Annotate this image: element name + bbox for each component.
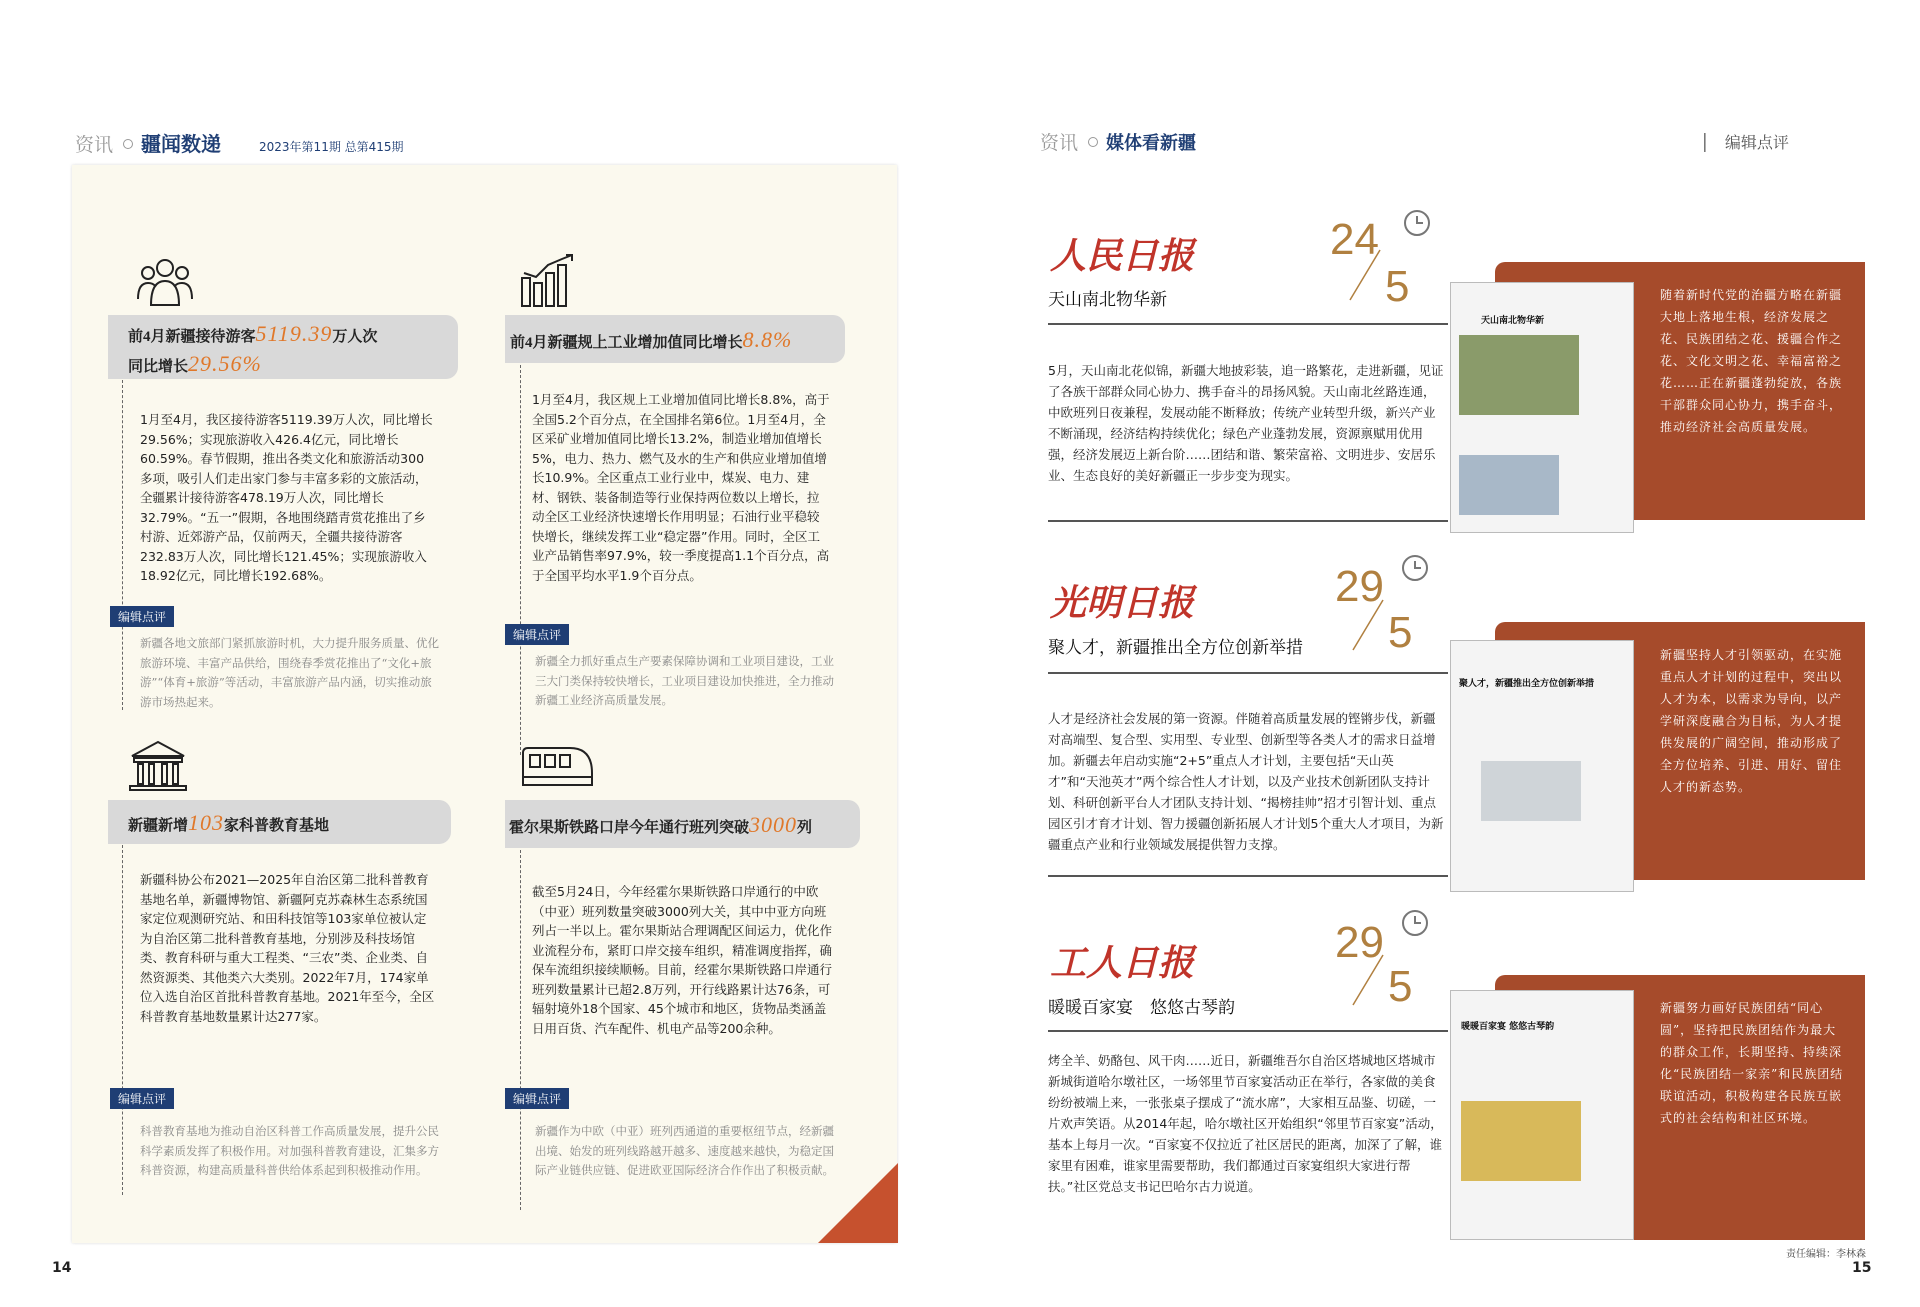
headline-number: 5119.39	[255, 321, 333, 346]
comment-tag: 编辑点评	[505, 624, 569, 645]
date-slash	[1348, 595, 1388, 655]
comment-tag: 编辑点评	[110, 606, 174, 627]
article-body: 1月至4月，我区接待游客5119.39万人次，同比增长29.56%；实现旅游收入426.4亿元，同比增长60.59%。春节假期，推出各类文化和旅游活动300多项，吸引人们走出家门参与丰富多彩的文旅活动，全疆累计接待游客478.19万人次，同比增长32.79%。“五一”假期，各地围绕踏青赏花推出了乡村游、近郊游产品，仅前两天，全疆共接待游客232.83万人次，同比增长121.45%；实现旅游收入18.92亿元，同比增长192.68%。	[140, 412, 433, 583]
clipping-photo	[1461, 1101, 1581, 1181]
comment-tag: 编辑点评	[505, 1088, 569, 1109]
media-body: 人才是经济社会发展的第一资源。伴随着高质量发展的铿锵步伐，新疆对高端型、复合型、实用型、专业型、创新型等各类人才的需求日益增加。新疆去年启动实施“2+5”重点人才计划，主要包括“天山英才”和“天池英才”两个综合性人才计划，以及产业技术创新团队支持计划、科研创新平台人才团队支持计划、“揭榜挂帅”招才引智计划、重点园区引才育才计划、智力援疆创新拓展人才计划5个重大人才项目，为新疆重点产业和行业领域发展提供智力支撑。	[1048, 711, 1444, 852]
date-slash	[1345, 245, 1385, 305]
article-body: 截至5月24日，今年经霍尔果斯铁路口岸通行的中欧（中亚）班列数量突破3000列大关，其中中亚方向班列占一半以上。霍尔果斯站合理调配区间运力，优化作业流程分布，紧盯口岸交接车组织，精准调度指挥，确保车流组织接续顺畅。目前，经霍尔果斯铁路口岸通行班列数量累计已超2.8万列，开行线路累计达76条，可辐射境外18个国家、45个城市和地区，货物品类涵盖日用百货、汽车配件、机电产品等200余种。	[532, 884, 833, 1036]
date-month: 5	[1388, 962, 1413, 1011]
media-headline: 天山南北物华新	[1048, 290, 1167, 310]
media-body: 烤全羊、奶酪包、风干肉……近日，新疆维吾尔自治区塔城地区塔城市新城街道哈尔墩社区，一场邻里节百家宴活动正在举行，各家做的美食纷纷被端上来，一张张桌子摆成了“流水席”，大家相互品鉴、切磋，一片欢声笑语。从2014年起，哈尔墩社区开始组织“邻里节百家宴”活动，基本上每月一次。“百家宴不仅拉近了社区居民的距离，加深了了解，谁家里有困难，谁家里需要帮助，我们都通过百家宴组织大家进行帮扶。”社区党总支书记巴哈尔古力说道。	[1048, 1053, 1443, 1194]
dashed-guide	[122, 380, 123, 710]
divider	[1048, 520, 1448, 522]
divider	[1048, 875, 1448, 877]
headline-number: 29.56%	[188, 351, 262, 376]
left-page-header	[75, 128, 404, 157]
editor-comment: 新疆各地文旅部门紧抓旅游时机，大力提升服务质量、优化旅游环境、丰富产品供给，围绕春季赏花推出了“文化+旅游”“体育+旅游”等活动，丰富旅游产品内涵，切实推动旅游市场热起来。	[140, 636, 439, 709]
newspaper-clipping: 聚人才，新疆推出全方位创新举措	[1450, 640, 1634, 892]
comment-tag: 编辑点评	[110, 1088, 174, 1109]
editor-comment-header: │ 编辑点评	[1700, 133, 1789, 152]
headline-bar: 霍尔果斯铁路口岸今年通行班列突破3000列	[505, 800, 860, 848]
date-day: 24	[1330, 215, 1379, 264]
train-icon	[520, 745, 595, 790]
date-day: 29	[1335, 918, 1384, 967]
clipping-photo	[1481, 761, 1581, 821]
people-icon	[135, 255, 195, 310]
headline-bar: 新疆新增103家科普教育基地	[108, 800, 451, 844]
dashed-guide	[520, 850, 521, 1210]
headline-bar: 前4月新疆规上工业增加值同比增长8.8%	[505, 315, 845, 363]
date-slash	[1348, 950, 1388, 1010]
clock-icon	[1400, 908, 1430, 938]
page-number-left: 14	[52, 1260, 72, 1276]
editor-comment: 新疆作为中欧（中亚）班列西通道的重要枢纽节点，经新疆出境、始发的班列线路越开越多、速度越来越快，为稳定国际产业链供应链、促进欧亚国际经济合作作出了积极贡献。	[535, 1124, 834, 1177]
dashed-guide	[122, 845, 123, 1195]
clipping-photo	[1459, 335, 1579, 415]
header-section: 疆闻数递	[141, 132, 222, 156]
issue-label: 2023年第11期 总第415期	[259, 140, 404, 154]
museum-icon	[128, 740, 188, 792]
headline-number: 8.8%	[742, 327, 793, 352]
newspaper-clipping: 暖暖百家宴 悠悠古琴韵	[1450, 990, 1634, 1240]
newspaper-logo: 人民日报	[1050, 235, 1195, 277]
newspaper-logo: 工人日报	[1050, 942, 1195, 984]
date-month: 5	[1388, 608, 1413, 657]
media-body: 5月，天山南北花似锦，新疆大地披彩装，追一路繁花，走进新疆，见证了各族干部群众同心协力、携手奋斗的昂扬风貌。天山南北丝路连通，中欧班列日夜兼程，发展动能不断释放；传统产业转型升级，新兴产业不断涌现，经济结构持续优化；绿色产业蓬勃发展，资源禀赋用优用强，经济发展迈上新台阶……团结和谐、繁荣富裕、文明进步、安居乐业、生态良好的美好新疆正一步步变为现实。	[1048, 363, 1444, 483]
header-category: 资讯	[1040, 132, 1079, 154]
divider	[1048, 323, 1448, 325]
header-section: 媒体看新疆	[1106, 133, 1197, 154]
article-body: 1月至4月，我区规上工业增加值同比增长8.8%，高于全国5.2个百分点，在全国排名第6位。1月至4月，全区采矿业增加值同比增长13.2%，制造业增加值增长5%，电力、热力、燃气及水的生产和供应业增加值增长10.9%。全区重点工业行业中，煤炭、电力、建材、钢铁、装备制造等行业保持两位数以上增长，拉动全区工业经济快速增长作用明显；石油行业平稳较快增长，继续发挥工业“稳定器”作用。同时，全区工业产品销售率97.9%，较一季度提高1.1个百分点，高于全国平均水平1.9个百分点。	[532, 392, 830, 583]
editor-comment-card: 新疆坚持人才引领驱动，在实施重点人才计划的过程中，突出以人才为本，以需求为导向，以产学研深度融合为目标，为人才提供发展的广阔空间，推动形成了全方位培养、引进、用好、留住人才的新态势。	[1495, 622, 1865, 880]
article-body: 新疆科协公布2021—2025年自治区第二批科普教育基地名单，新疆博物馆、新疆阿克苏森林生态系统国家定位观测研究站、和田科技馆等103家单位被认定为自治区第二批科普教育基地，分别涉及科技场馆类、教育科研与重大工程类、“三农”类、企业类、自然资源类、其他类六大类别。2022年7月，174家单位入选自治区首批科普教育基地。2021年至今，全区科普教育基地数量累计达277家。	[140, 872, 435, 1024]
date-day: 29	[1335, 562, 1384, 611]
media-headline: 暖暖百家宴 悠悠古琴韵	[1048, 998, 1235, 1018]
media-headline: 聚人才，新疆推出全方位创新举措	[1048, 638, 1303, 658]
date-month: 5	[1385, 262, 1410, 311]
newspaper-clipping: 天山南北物华新	[1450, 282, 1634, 533]
headline-number: 103	[188, 810, 225, 835]
editor-comment: 科普教育基地为推动自治区科普工作高质量发展，提升公民科学素质发挥了积极作用。对加强科普教育建设，汇集多方科普资源，构建高质量科普供给体系起到积极推动作用。	[140, 1124, 439, 1177]
bar-chart-icon	[520, 253, 575, 308]
editor-comment-card: 随着新时代党的治疆方略在新疆大地上落地生根，经济发展之花、民族团结之花、援疆合作之花、文化文明之花、幸福富裕之花……正在新疆蓬勃绽放，各族干部群众同心协力，携手奋斗，推动经济社会高质量发展。	[1495, 262, 1865, 520]
newspaper-logo: 光明日报	[1050, 582, 1195, 624]
divider	[1048, 1030, 1448, 1032]
header-category: 资讯	[75, 134, 114, 156]
page-number-right: 15	[1852, 1260, 1872, 1276]
editor-comment: 新疆全力抓好重点生产要素保障协调和工业项目建设，工业三大门类保持较快增长，工业项目建设加快推进，全力推动新疆工业经济高质量发展。	[535, 654, 834, 707]
divider	[1048, 672, 1448, 674]
editor-comment-card: 新疆努力画好民族团结“同心圆”，坚持把民族团结作为最大的群众工作，长期坚持、持续深化“民族团结一家亲”和民族团结联谊活动，积极构建各民族互嵌式的社会结构和社区环境。	[1495, 975, 1865, 1240]
headline-bar: 前4月新疆接待游客5119.39万人次 同比增长29.56%	[108, 315, 458, 379]
clipping-photo	[1459, 455, 1559, 515]
clock-icon	[1402, 208, 1432, 238]
clock-icon	[1400, 553, 1430, 583]
responsible-editor: 责任编辑：李林森	[1786, 1249, 1866, 1260]
right-page-header	[1040, 128, 1196, 155]
dashed-guide	[520, 365, 521, 755]
headline-number: 3000	[749, 812, 798, 837]
